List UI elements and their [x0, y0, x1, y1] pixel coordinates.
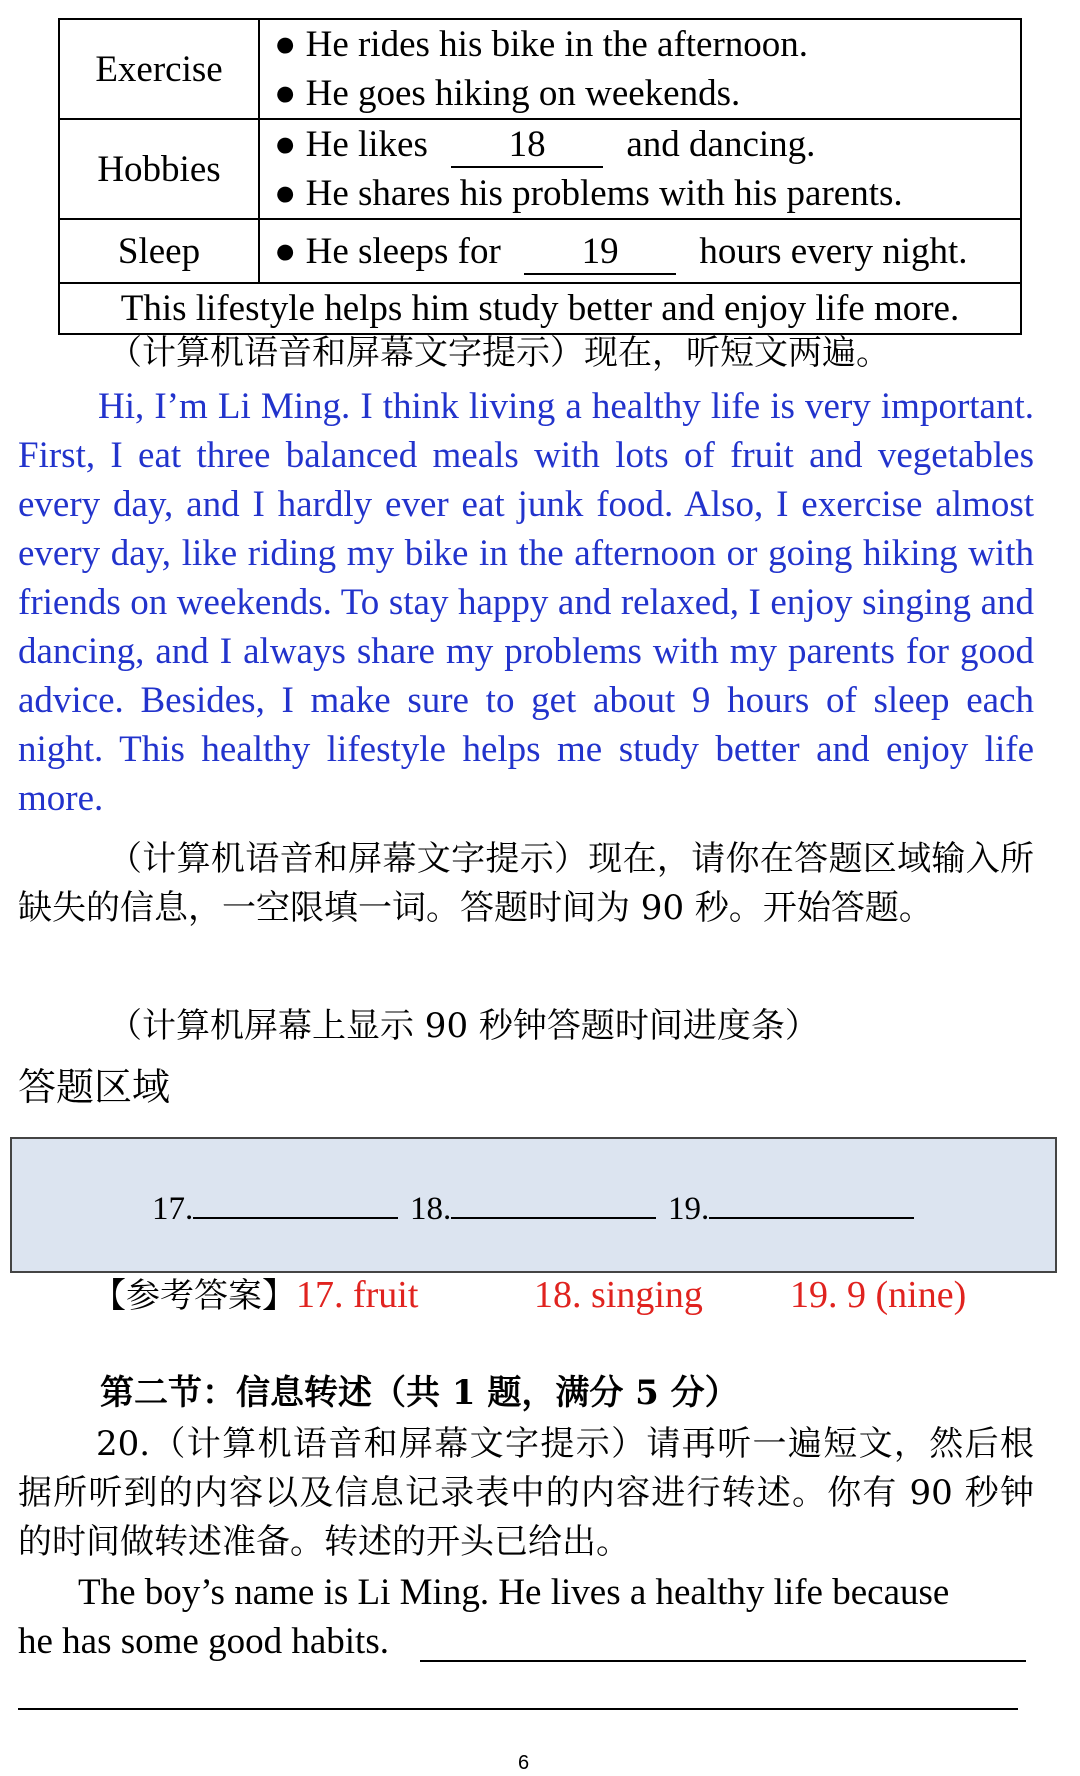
info-table	[58, 18, 1022, 335]
listening-passage: Hi, I’m Li Ming. I think living a healthy life is very important. First, I eat three balanced meals with lots of fruit and vegetables every day, and I hardly ever eat junk food. Also, I exercise almost every day, like riding my bike in the afternoon or going hiking with friends on weekends. To stay happy and relaxed, I enjoy singing and dancing, and I always share my problems with my parents for good advice. Besides, I make sure to get about 9 hours of sleep each night. This healthy lifestyle helps me study better and enjoy life more.	[18, 386, 1034, 819]
blank-19: 19	[524, 231, 676, 275]
prompt-progress-bar: （计算机屏幕上显示 90 秒钟答题时间进度条）	[108, 1006, 819, 1046]
answer-line[interactable]	[420, 1660, 1026, 1662]
answer-area-title: 答题区域	[18, 1065, 171, 1109]
row-label-sleep: Sleep	[59, 219, 259, 283]
exercise-item-2: ● He goes hiking on weekends.	[274, 73, 741, 114]
answer-19: 19. 9 (nine)	[790, 1274, 967, 1316]
section-2-title: 第二节：信息转述（共 1 题，满分 5 分）	[100, 1373, 739, 1413]
hobbies-item-1: ● He likes 18 and dancing.	[274, 120, 1020, 169]
answer-17: 17. fruit	[296, 1274, 419, 1316]
blank-18: 18	[451, 124, 603, 168]
prompt-listen-twice: （计算机语音和屏幕文字提示）现在，听短文两遍。	[108, 333, 890, 373]
answer-18: 18. singing	[534, 1274, 703, 1316]
retell-opening-line-2: he has some good habits.	[18, 1621, 389, 1662]
hobbies-item-2: ● He shares his problems with his parents.	[274, 173, 903, 214]
row-label-hobbies: Hobbies	[59, 119, 259, 219]
exercise-cell	[259, 19, 1021, 119]
page-number: 6	[518, 1752, 530, 1774]
table-summary: This lifestyle helps him study better and enjoy life more.	[59, 283, 1021, 334]
exercise-item-1: ● He rides his bike in the afternoon.	[274, 24, 809, 65]
retell-opening-line-1: The boy’s name is Li Ming. He lives a healthy life because	[78, 1572, 950, 1613]
answer-line[interactable]	[18, 1708, 1018, 1710]
answer-slot-19[interactable]: 19.	[668, 1187, 914, 1228]
answer-input-19[interactable]	[709, 1187, 914, 1219]
answer-input-17[interactable]	[193, 1187, 398, 1219]
row-label-exercise: Exercise	[59, 19, 259, 119]
answer-slot-18[interactable]: 18.	[410, 1187, 656, 1228]
section-2-instruction: 20.（计算机语音和屏幕文字提示）请再听一遍短文，然后根据所听到的内容以及信息记录表中的内容进行转述。你有 90 秒钟的时间做转述准备。转述的开头已给出。	[18, 1424, 1034, 1562]
answer-box	[10, 1137, 1057, 1273]
reference-label: 【参考答案】17. fruit	[92, 1274, 419, 1316]
answer-input-18[interactable]	[451, 1187, 656, 1219]
prompt-input-answers: （计算机语音和屏幕文字提示）现在，请你在答题区域输入所缺失的信息，一空限填一词。答题时间为 90 秒。开始答题。	[18, 839, 1034, 928]
hobbies-cell	[259, 119, 1021, 219]
sleep-cell	[259, 219, 1021, 283]
answer-slot-17[interactable]: 17.	[152, 1187, 398, 1228]
sleep-item: ● He sleeps for 19 hours every night.	[274, 227, 1020, 276]
